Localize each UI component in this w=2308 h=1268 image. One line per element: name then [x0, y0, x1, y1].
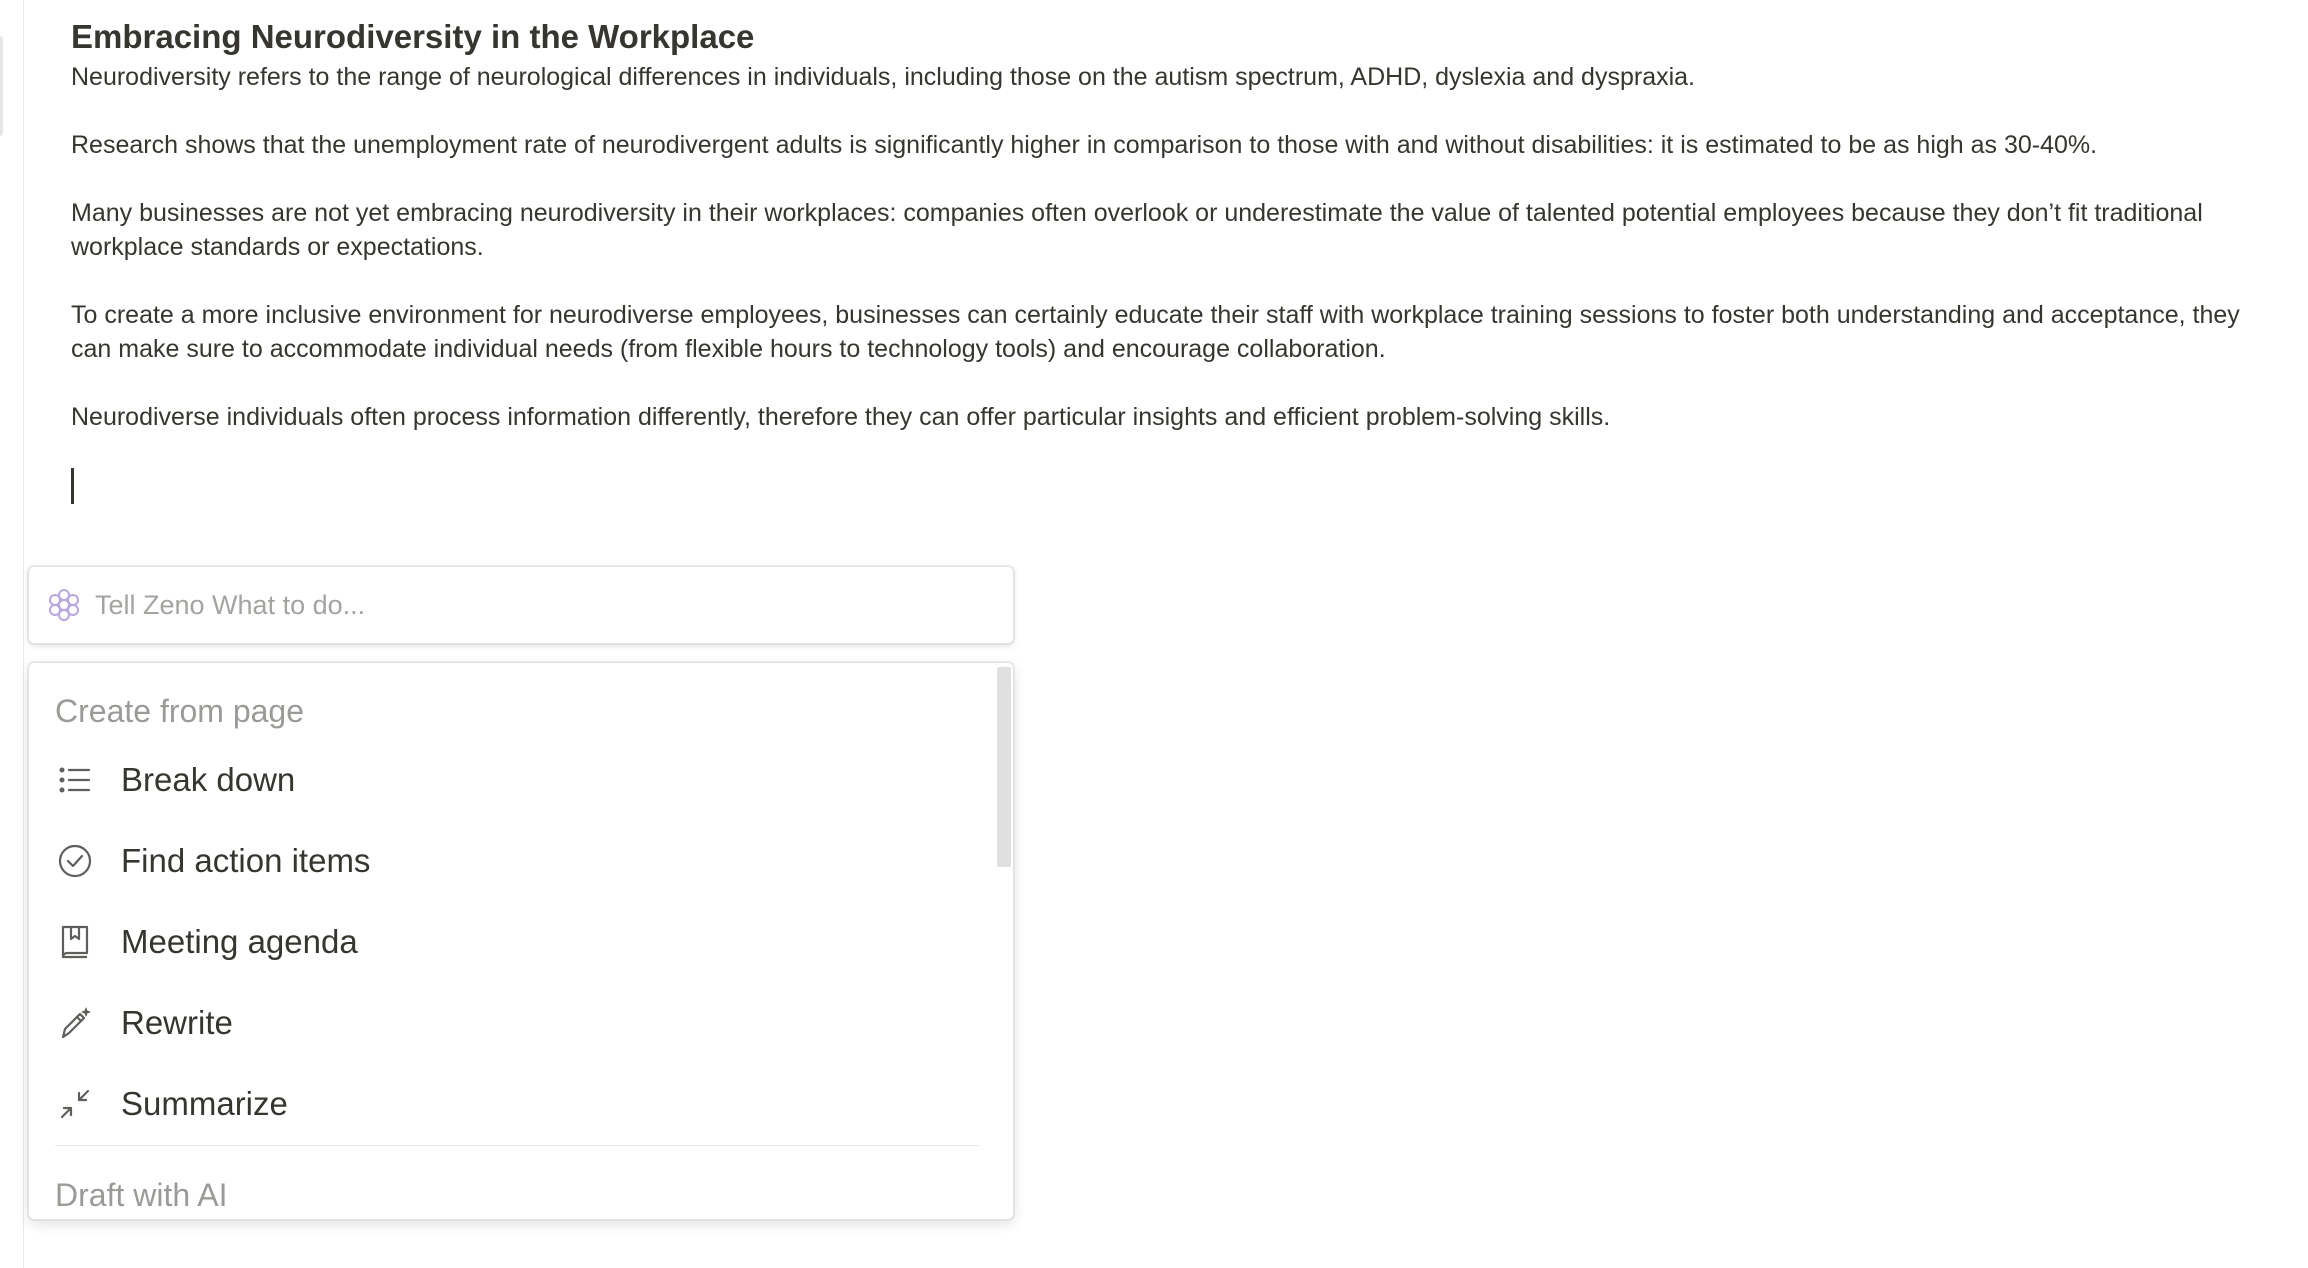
sidebar-toggle-tab[interactable]	[0, 36, 3, 136]
bookmark-book-icon	[55, 922, 95, 962]
document-page	[71, 14, 2281, 504]
collapse-arrows-icon	[55, 1084, 95, 1124]
section-label-draft-with-ai: Draft with AI	[55, 1177, 228, 1213]
paragraph-1[interactable]: Neurodiversity refers to the range of neurological differences in individuals, including those on the autism spectrum, ADHD, dyslexia and dyspraxia.	[71, 63, 1695, 91]
text-caret	[71, 468, 74, 504]
section-label-create-from-page: Create from page	[55, 693, 305, 729]
page-title[interactable]: Embracing Neurodiversity in the Workplace	[71, 18, 755, 55]
paragraph-3[interactable]: Many businesses are not yet embracing neurodiversity in their workplaces: companies often overlook or underestimate the value of talented potential employees because they don’t fit traditional workplace standards or expectations.	[71, 199, 2203, 261]
menu-item-rewrite[interactable]	[29, 988, 989, 1058]
ai-prompt-box[interactable]	[28, 566, 1014, 644]
menu-item-label: Rewrite	[121, 1004, 233, 1041]
menu-item-label: Break down	[121, 761, 296, 798]
menu-item-find-action-items[interactable]	[29, 826, 989, 896]
menu-item-summarize[interactable]	[29, 1069, 989, 1139]
list-icon	[55, 760, 95, 800]
paragraph-2[interactable]: Research shows that the unemployment rate of neurodivergent adults is significantly higher in comparison to those with and without disabilities: it is estimated to be as high as 30-40%.	[71, 131, 2098, 159]
pen-sparkle-icon	[55, 1003, 95, 1043]
ai-prompt-input[interactable]	[93, 589, 1013, 622]
left-gutter	[0, 0, 24, 1268]
menu-item-label: Meeting agenda	[121, 923, 358, 960]
check-circle-icon	[55, 841, 95, 881]
menu-scrollbar[interactable]	[997, 667, 1011, 867]
paragraph-5[interactable]: Neurodiverse individuals often process information differently, therefore they can offer particular insights and efficient problem-solving skills.	[71, 403, 1611, 431]
menu-item-label: Find action items	[121, 842, 371, 879]
menu-divider	[55, 1145, 979, 1146]
paragraph-4[interactable]: To create a more inclusive environment for neurodiverse employees, businesses can certainly educate their staff with workplace training sessions to foster both understanding and acceptance, they can make sure to accommodate individual needs (from flexible hours to technology tools) and encourage collaboration.	[71, 301, 2240, 363]
menu-item-meeting-agenda[interactable]	[29, 907, 989, 977]
menu-item-label: Summarize	[121, 1085, 288, 1122]
ai-command-menu	[28, 662, 1014, 1220]
brain-icon	[45, 586, 83, 624]
menu-item-break-down[interactable]	[29, 745, 989, 815]
